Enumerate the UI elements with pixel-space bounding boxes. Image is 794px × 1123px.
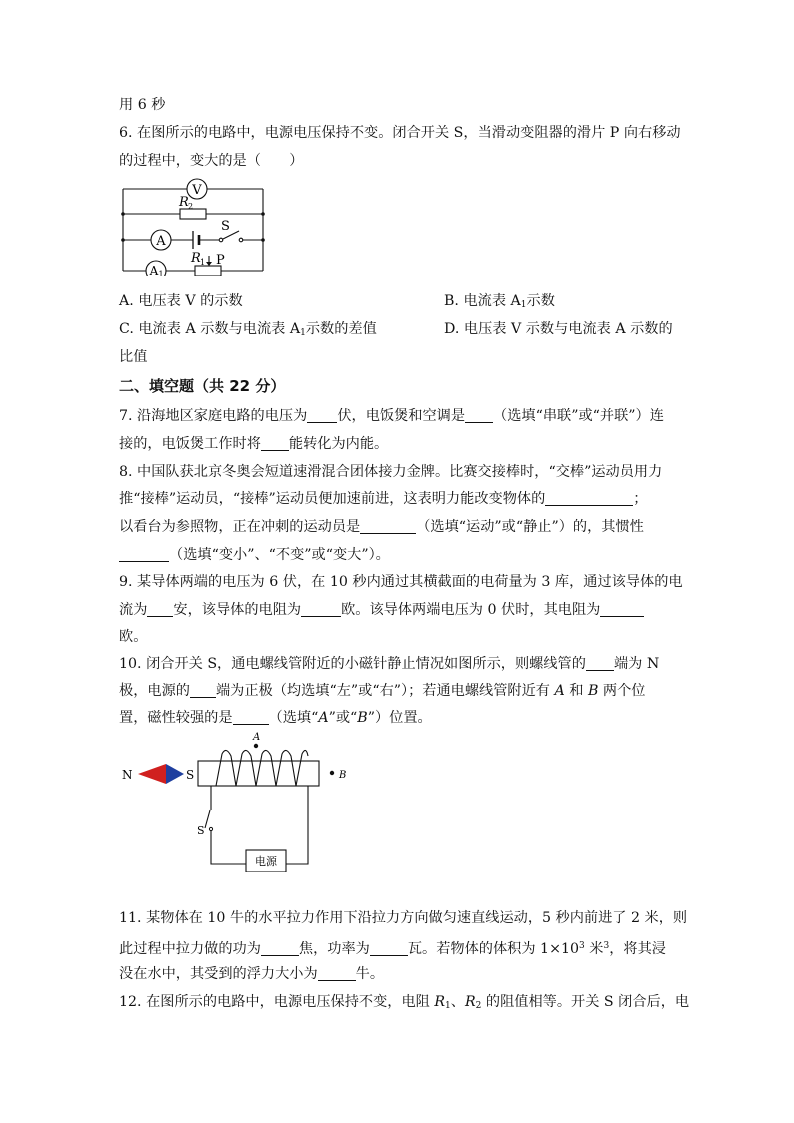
question-11-cont-2: 没在水中，其受到的浮力大小为 牛。 (119, 966, 385, 982)
question-6: 6. 在图所示的电路中，电源电压保持不变。闭合开关 S，当滑动变阻器的滑片 P 向右移动 (119, 125, 681, 141)
compass-needle-north (138, 764, 166, 784)
question-9: 9. 某导体两端的电压为 6 伏，在 10 秒内通过其横截面的电荷量为 3 库，通过该导体的电 (119, 574, 683, 590)
solenoid-figure (118, 732, 358, 872)
resistor-2-label: R (179, 195, 189, 210)
point-b-label: B (339, 770, 347, 781)
question-10: 10. 闭合开关 S，通电螺线管附近的小磁针静止情况如图所示，则螺线管的 端为 N (119, 656, 660, 672)
question-8-cont-3: （选填“变小”、“不变”或“变大”）。 (119, 545, 390, 565)
svg-text:S: S (186, 768, 195, 782)
slider-label: P (216, 253, 225, 268)
question-8-cont-1: 推“接棒”运动员，“接棒”运动员便加速前进，这表明力能改变物体的 ； (119, 491, 648, 507)
question-8: 8. 中国队获北京冬奥会短道速滑混合团体接力金牌。比赛交接棒时，“交棒”运动员用力 (119, 464, 663, 480)
svg-text:2: 2 (188, 202, 194, 211)
ammeter-1-label: A (149, 264, 159, 276)
question-11-cont: 此过程中拉力做的功为 焦，功率为 瓦。若物体的体积为 $1\times 10^3$ 米$^3$，将其浸 (119, 941, 666, 957)
svg-text:1: 1 (158, 270, 164, 276)
option-b: B. 电流表 $A_1$示数 (444, 293, 555, 310)
option-d-cont: 比值 (119, 349, 148, 365)
option-d: D. 电压表 V 示数与电流表 A 示数的 (444, 321, 673, 337)
power-source-label: 电源 (255, 855, 277, 868)
switch-label: S (197, 824, 205, 837)
ammeter-label: A (156, 234, 166, 249)
resistor-1-label: R (191, 251, 201, 266)
switch-label: S (221, 219, 230, 234)
option-c: C. 电流表 A 示数与电流表 $A_1$示数的差值 (119, 321, 377, 338)
question-10-cont-2: 置，磁性较强的是 （选填“A”或“B”）位置。 (119, 710, 432, 726)
svg-text:1: 1 (200, 258, 206, 267)
circuit-figure-1 (115, 176, 270, 276)
question-11: 11. 某物体在 10 牛的水平拉力作用下沿拉力方向做匀速直线运动，5 秒内前进了 2 米，则 (119, 910, 688, 926)
svg-text:N: N (122, 768, 133, 782)
text-line: 用 6 秒 (119, 97, 166, 113)
option-a: A. 电压表 V 的示数 (119, 293, 243, 309)
point-a-label: A (253, 732, 261, 743)
question-7-cont: 接的，电饭煲工作时将 能转化为内能。 (119, 436, 389, 452)
voltmeter-label: V (192, 183, 202, 198)
question-6-cont: 的过程中，变大的是（ ） (119, 153, 304, 169)
compass-needle-south (166, 764, 184, 784)
question-12: 12. 在图所示的电路中，电源电压保持不变，电阻 $R_1$、$R_2$ 的阻值相等。开关 S 闭合后，电 (119, 994, 690, 1011)
question-9-cont: 流为 安，该导体的电阻为 欧。该导体两端电压为 0 伏时，其电阻为 (119, 600, 644, 620)
section-heading: 二、填空题（共 22 分） (119, 377, 286, 395)
question-8-cont-2: 以看台为参照物，正在冲刺的运动员是 （选填“运动”或“静止”）的，其惯性 (119, 519, 644, 535)
question-10-cont: 极，电源的 端为正极（均选填“左”或“右”）；若通电螺线管附近有 A 和 B 两个位 (119, 683, 646, 699)
question-7: 7. 沿海地区家庭电路的电压为 伏，电饭煲和空调是 （选填“串联”或“并联”）连 (119, 408, 664, 424)
question-9-cont-2: 欧。 (119, 629, 148, 645)
